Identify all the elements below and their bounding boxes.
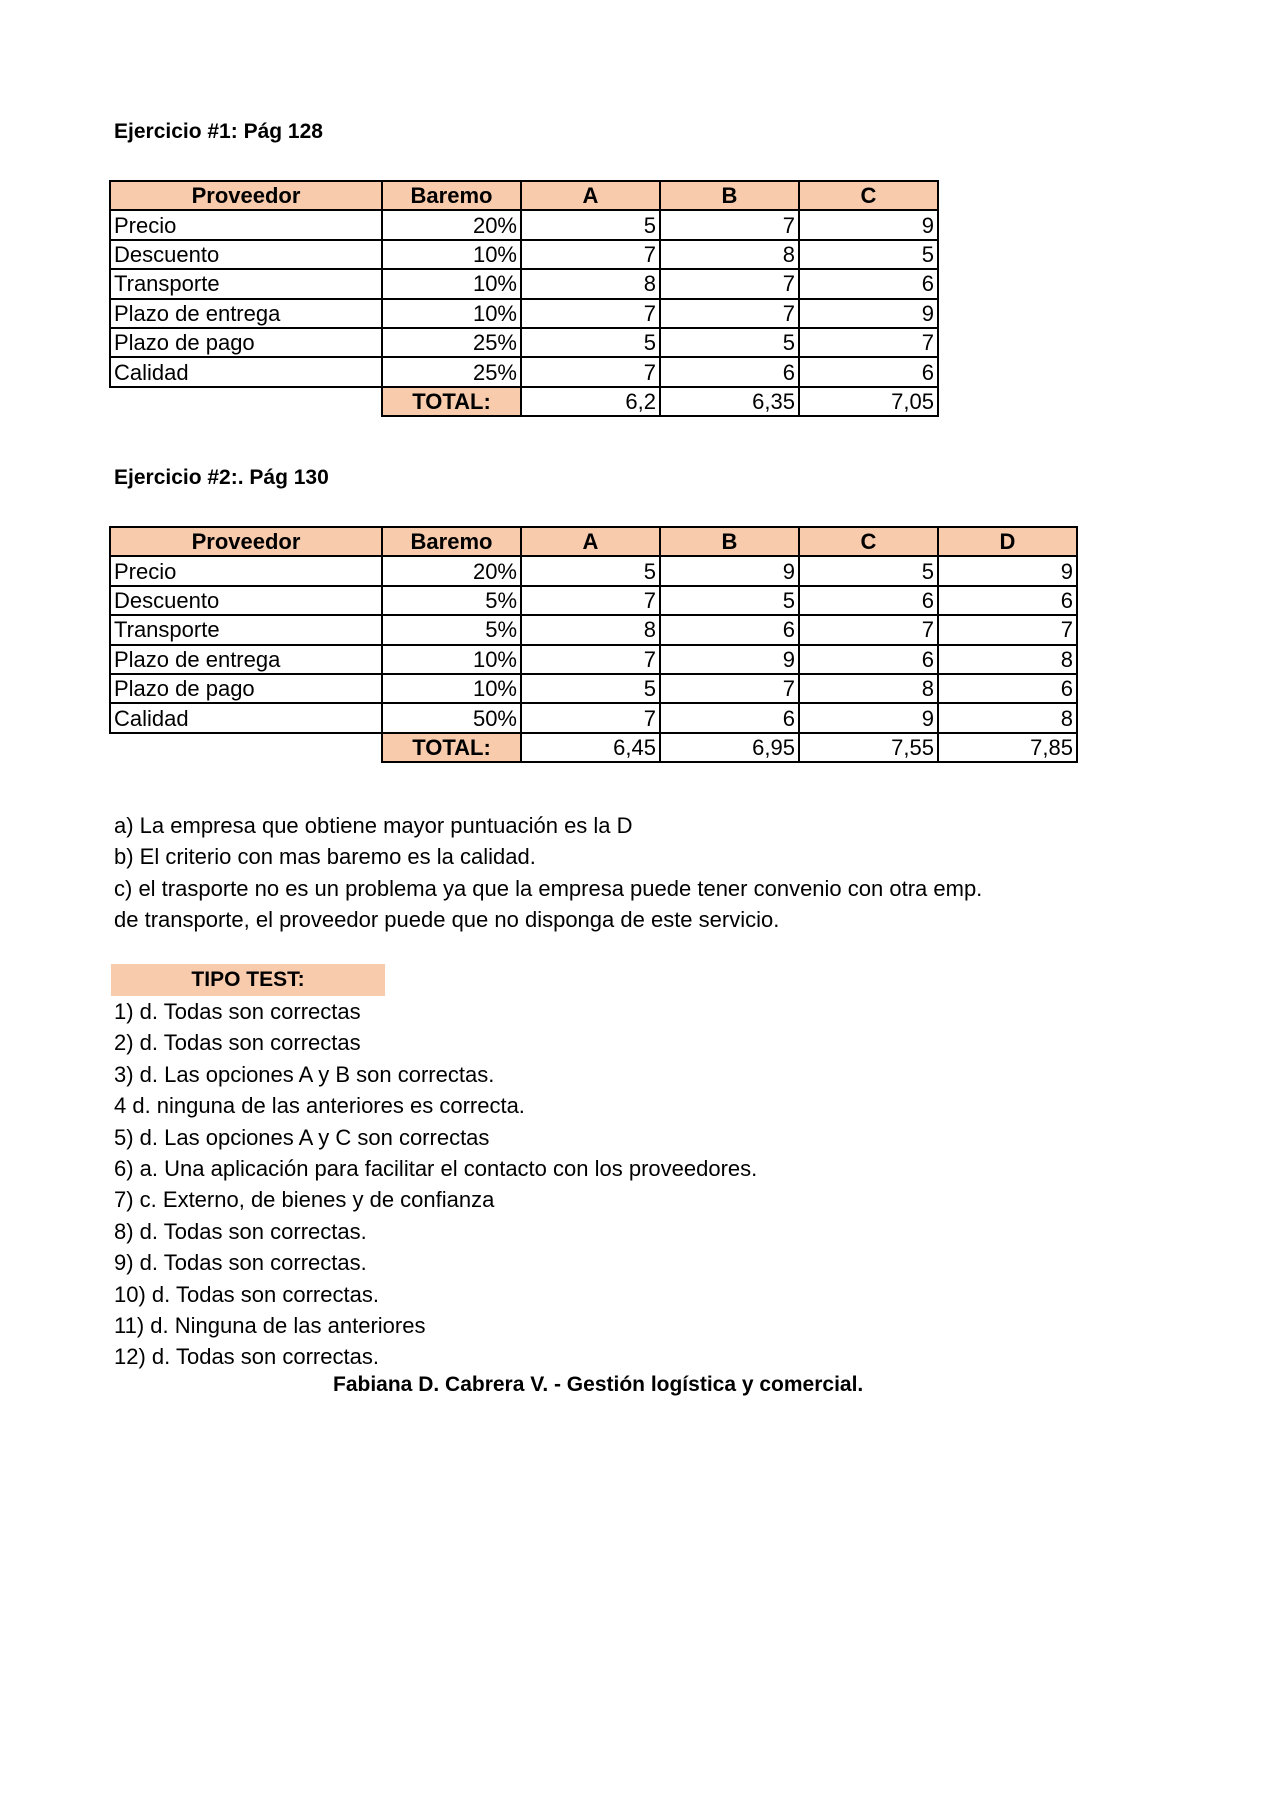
criterion-cell: Transporte (110, 615, 382, 644)
table-row (110, 328, 938, 357)
total-row (110, 387, 938, 416)
table-row (110, 210, 938, 239)
criterion-cell: Plazo de pago (110, 674, 382, 703)
test-item: 9) d. Todas son correctas. (114, 1250, 367, 1276)
total-label: TOTAL: (382, 733, 521, 762)
value-cell: 7 (799, 328, 938, 357)
exercise-1-table (109, 180, 939, 417)
value-cell: 6 (938, 674, 1077, 703)
criterion-cell: Plazo de pago (110, 328, 382, 357)
answers-block (114, 810, 982, 935)
exercise-2-title: Ejercicio #2:. Pág 130 (114, 466, 329, 489)
table-row (110, 556, 1077, 585)
table-header-row (110, 527, 1077, 556)
test-item: 7) c. Externo, de bienes y de confianza (114, 1187, 495, 1213)
value-cell: 6 (799, 269, 938, 298)
test-title: TIPO TEST: (111, 964, 385, 996)
criterion-cell: Descuento (110, 586, 382, 615)
value-cell: 5 (660, 586, 799, 615)
value-cell: 20% (382, 210, 521, 239)
total-row (110, 733, 1077, 762)
total-value: 7,05 (799, 387, 938, 416)
column-header: Baremo (382, 527, 521, 556)
value-cell: 10% (382, 645, 521, 674)
blank-cell (110, 387, 382, 416)
total-value: 6,45 (521, 733, 660, 762)
test-item: 10) d. Todas son correctas. (114, 1281, 379, 1307)
blank-cell (110, 733, 382, 762)
total-value: 7,55 (799, 733, 938, 762)
total-value: 6,95 (660, 733, 799, 762)
criterion-cell: Plazo de entrega (110, 645, 382, 674)
value-cell: 7 (938, 615, 1077, 644)
column-header: B (660, 527, 799, 556)
table-row (110, 586, 1077, 615)
column-header: Proveedor (110, 181, 382, 210)
value-cell: 8 (799, 674, 938, 703)
value-cell: 9 (660, 645, 799, 674)
criterion-cell: Calidad (110, 703, 382, 732)
test-item: 3) d. Las opciones A y B son correctas. (114, 1061, 495, 1087)
criterion-cell: Precio (110, 556, 382, 585)
value-cell: 7 (521, 645, 660, 674)
answer-line: a) La empresa que obtiene mayor puntuación es la D (114, 813, 633, 838)
value-cell: 7 (799, 615, 938, 644)
value-cell: 8 (660, 240, 799, 269)
value-cell: 6 (660, 703, 799, 732)
test-item: 2) d. Todas son correctas (114, 1030, 361, 1056)
value-cell: 5 (521, 674, 660, 703)
test-item: 8) d. Todas son correctas. (114, 1218, 367, 1244)
table-row (110, 615, 1077, 644)
value-cell: 25% (382, 357, 521, 386)
value-cell: 8 (938, 703, 1077, 732)
criterion-cell: Calidad (110, 357, 382, 386)
value-cell: 6 (799, 586, 938, 615)
exercise-1-title: Ejercicio #1: Pág 128 (114, 120, 323, 143)
table-row (110, 269, 938, 298)
value-cell: 10% (382, 674, 521, 703)
test-item: 4 d. ninguna de las anteriores es correcta. (114, 1093, 525, 1119)
answer-line: b) El criterio con mas baremo es la calidad. (114, 844, 536, 870)
column-header: Proveedor (110, 527, 382, 556)
test-item: 1) d. Todas son correctas (114, 999, 361, 1024)
value-cell: 25% (382, 328, 521, 357)
value-cell: 9 (799, 299, 938, 328)
value-cell: 5 (799, 240, 938, 269)
value-cell: 6 (660, 615, 799, 644)
table-row (110, 299, 938, 328)
table-row (110, 674, 1077, 703)
value-cell: 8 (521, 269, 660, 298)
value-cell: 9 (660, 556, 799, 585)
value-cell: 7 (521, 703, 660, 732)
value-cell: 10% (382, 240, 521, 269)
value-cell: 5% (382, 586, 521, 615)
value-cell: 8 (521, 615, 660, 644)
criterion-cell: Descuento (110, 240, 382, 269)
value-cell: 7 (521, 586, 660, 615)
answer-line: c) el trasporte no es un problema ya que la empresa puede tener convenio con otra emp. (114, 875, 983, 901)
criterion-cell: Precio (110, 210, 382, 239)
value-cell: 10% (382, 299, 521, 328)
value-cell: 7 (660, 269, 799, 298)
value-cell: 9 (938, 556, 1077, 585)
table-row (110, 357, 938, 386)
value-cell: 9 (799, 210, 938, 239)
criterion-cell: Plazo de entrega (110, 299, 382, 328)
value-cell: 10% (382, 269, 521, 298)
column-header: A (521, 527, 660, 556)
test-item: 6) a. Una aplicación para facilitar el contacto con los proveedores. (114, 1155, 758, 1181)
column-header: C (799, 527, 938, 556)
value-cell: 6 (660, 357, 799, 386)
value-cell: 20% (382, 556, 521, 585)
column-header: Baremo (382, 181, 521, 210)
table-row (110, 645, 1077, 674)
column-header: C (799, 181, 938, 210)
value-cell: 9 (799, 703, 938, 732)
value-cell: 6 (938, 586, 1077, 615)
table-row (110, 703, 1077, 732)
test-item: 5) d. Las opciones A y C son correctas (114, 1124, 490, 1150)
value-cell: 7 (660, 674, 799, 703)
value-cell: 7 (521, 240, 660, 269)
value-cell: 7 (660, 210, 799, 239)
total-label: TOTAL: (382, 387, 521, 416)
value-cell: 5 (521, 210, 660, 239)
test-item: 12) d. Todas son correctas. (114, 1344, 379, 1370)
total-value: 6,35 (660, 387, 799, 416)
test-item: 11) d. Ninguna de las anteriores (114, 1312, 426, 1338)
value-cell: 6 (799, 645, 938, 674)
value-cell: 6 (799, 357, 938, 386)
value-cell: 5% (382, 615, 521, 644)
value-cell: 8 (938, 645, 1077, 674)
column-header: B (660, 181, 799, 210)
value-cell: 5 (521, 556, 660, 585)
value-cell: 5 (660, 328, 799, 357)
column-header: D (938, 527, 1077, 556)
value-cell: 7 (521, 357, 660, 386)
value-cell: 50% (382, 703, 521, 732)
test-answers-list (114, 996, 757, 1373)
answer-line: de transporte, el proveedor puede que no disponga de este servicio. (114, 906, 780, 932)
table-header-row (110, 181, 938, 210)
criterion-cell: Transporte (110, 269, 382, 298)
column-header: A (521, 181, 660, 210)
value-cell: 7 (660, 299, 799, 328)
author-footer: Fabiana D. Cabrera V. - Gestión logística y comercial. (333, 1373, 864, 1396)
value-cell: 5 (521, 328, 660, 357)
value-cell: 5 (799, 556, 938, 585)
total-value: 7,85 (938, 733, 1077, 762)
table-row (110, 240, 938, 269)
exercise-2-table (109, 526, 1078, 763)
total-value: 6,2 (521, 387, 660, 416)
value-cell: 7 (521, 299, 660, 328)
